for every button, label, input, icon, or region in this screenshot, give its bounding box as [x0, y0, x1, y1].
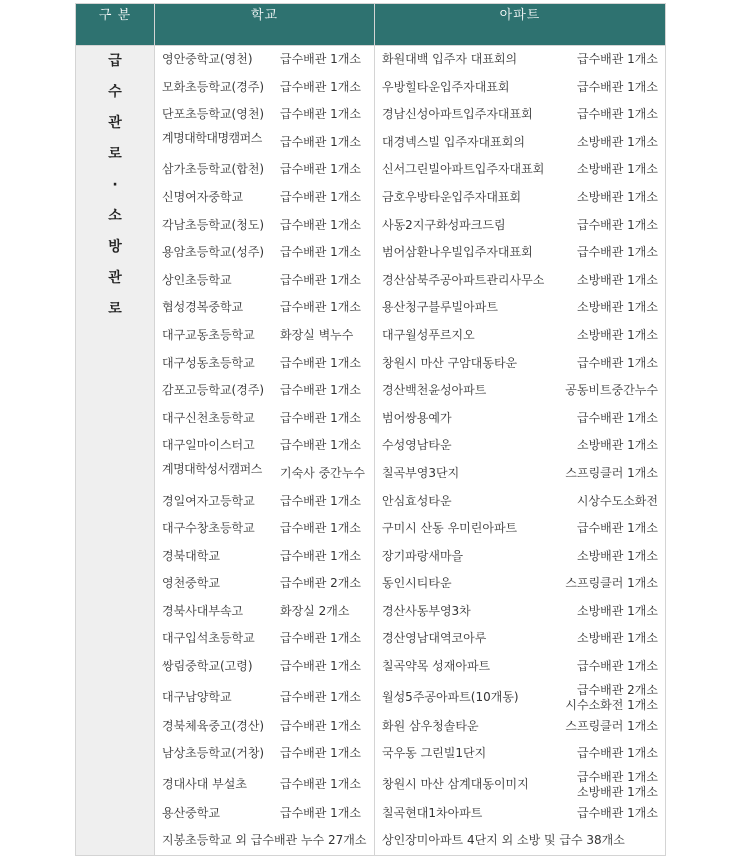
- school-name: 용암초등학교(성주): [162, 245, 265, 260]
- school-repair: 급수배관 1개소: [280, 548, 362, 563]
- apt-name: 범어삼환나우빌입주자대표회: [382, 245, 533, 260]
- apt-row: [375, 681, 665, 713]
- school-row: [155, 432, 374, 460]
- school-name: 경북대학교: [162, 548, 220, 563]
- school-row: [155, 653, 374, 681]
- school-name: 계명대학성서캠퍼스: [162, 461, 262, 476]
- school-name: 지봉초등학교 외 급수배관 누수 27개소: [162, 833, 367, 848]
- apt-repair: 소방배관 1개소: [576, 631, 658, 646]
- school-repair: 급수배관 1개소: [280, 746, 362, 761]
- school-row: [155, 322, 374, 350]
- apt-name: 수성영남타운: [382, 438, 452, 453]
- apt-repair: 급수배관 1개소: [576, 79, 658, 94]
- apt-name: 신서그린빌아파트입주자대표회: [382, 162, 545, 177]
- repair-table: [75, 3, 666, 856]
- apt-repair: 급수배관 1개소: [576, 521, 658, 536]
- school-row: [155, 156, 374, 184]
- school-repair: 급수배관 1개소: [280, 689, 362, 704]
- apt-repair: 소방배관 1개소: [576, 327, 658, 342]
- school-repair: 급수배관 1개소: [280, 272, 362, 287]
- apt-name: 경산영남대역코아루: [382, 631, 487, 646]
- apt-row: [375, 598, 665, 626]
- apt-repair: 급수배관 2개소: [576, 682, 658, 697]
- school-name: 대구수창초등학교: [162, 521, 255, 536]
- apt-row: [375, 377, 665, 405]
- apt-row: [375, 515, 665, 543]
- apt-repair: 소방배관 1개소: [576, 300, 658, 315]
- school-row: [155, 46, 374, 74]
- school-repair: 급수배관 1개소: [280, 521, 362, 536]
- category-char: 방: [108, 239, 122, 255]
- apt-name: 경산백천윤성아파트: [382, 383, 487, 398]
- school-row: [155, 460, 374, 488]
- apt-name: 구미시 산동 우미린아파트: [382, 521, 518, 536]
- apt-list: [375, 46, 665, 855]
- school-row: [155, 294, 374, 322]
- apt-repair: 소방배관 1개소: [576, 603, 658, 618]
- school-row: [155, 681, 374, 713]
- school-repair: 급수배관 1개소: [280, 438, 362, 453]
- school-name: 상인초등학교: [162, 272, 232, 287]
- apt-repair: 소방배관 1개소: [576, 548, 658, 563]
- apt-row: [375, 46, 665, 74]
- apt-row: [375, 184, 665, 212]
- school-repair: 화장실 2개소: [280, 603, 350, 618]
- apt-name: 대구월성푸르지오: [382, 327, 475, 342]
- apt-name: 경산삼북주공아파트관리사무소: [382, 272, 545, 287]
- apt-repair: 소방배관 1개소: [576, 189, 658, 204]
- apt-row: [375, 625, 665, 653]
- apt-name: 대경넥스빌 입주자대표회의: [382, 134, 525, 149]
- category-char: 수: [108, 84, 122, 100]
- apt-row: [375, 405, 665, 433]
- apt-repair: 스프링클러 1개소: [565, 465, 658, 480]
- apt-name: 사동2지구화성파크드림: [382, 217, 506, 232]
- school-repair: 급수배관 1개소: [280, 718, 362, 733]
- apt-repair: 소방배관 1개소: [576, 162, 658, 177]
- apt-repair: 공동비트중간누수: [565, 383, 658, 398]
- school-name: 대구남양학교: [162, 689, 232, 704]
- apt-repair: 소방배관 1개소: [576, 134, 658, 149]
- apt-row: [375, 488, 665, 516]
- category-char: ·: [112, 177, 118, 193]
- apt-repair: 급수배관 1개소: [576, 217, 658, 232]
- apt-repair: 급수배관 1개소: [576, 805, 658, 820]
- school-row: [155, 239, 374, 267]
- school-repair: 화장실 벽누수: [280, 327, 354, 342]
- school-repair: 급수배관 1개소: [280, 631, 362, 646]
- apt-name: 화원대백 입주자 대표회의: [382, 52, 518, 66]
- school-name: 쌍림중학교(고령): [162, 659, 253, 674]
- school-name: 대구성동초등학교: [162, 355, 255, 370]
- school-repair: 급수배관 1개소: [280, 52, 362, 66]
- header-gubun: 구 분: [76, 4, 155, 46]
- category-char: 로: [108, 301, 122, 317]
- school-row: [155, 598, 374, 626]
- apt-repair: 스프링클러 1개소: [565, 718, 658, 733]
- body-row: [76, 46, 666, 856]
- school-column: [155, 46, 375, 856]
- category-char: 급: [108, 53, 122, 69]
- school-row: [155, 740, 374, 768]
- apt-row: [375, 800, 665, 828]
- school-name: 단포초등학교(영천): [162, 107, 265, 122]
- school-name: 대구일마이스터고: [162, 438, 255, 453]
- apt-name: 우방힐타운입주자대표회: [382, 79, 510, 94]
- school-name: 대구신천초등학교: [162, 410, 255, 425]
- apt-row: [375, 460, 665, 488]
- apt-repair: 급수배관 1개소: [576, 245, 658, 260]
- apt-name: 월성5주공아파트(10개동): [382, 689, 519, 704]
- apt-name: 안심효성타운: [382, 493, 452, 508]
- apt-row: [375, 129, 665, 157]
- apt-name: 국우동 그린빌1단지: [382, 746, 487, 761]
- apt-name: 화원 삼우청솔타운: [382, 718, 479, 733]
- apt-repair: 급수배관 1개소: [576, 52, 658, 66]
- school-name: 대구교동초등학교: [162, 327, 255, 342]
- school-name: 경북체육중고(경산): [162, 718, 265, 733]
- school-row: [155, 713, 374, 741]
- apt-name: 창원시 마산 구암대동타운: [382, 355, 518, 370]
- school-row: [155, 350, 374, 378]
- apt-name: 칠곡약목 성재아파트: [382, 659, 491, 674]
- school-repair: 급수배관 1개소: [280, 410, 362, 425]
- apt-repair: 스프링클러 1개소: [565, 576, 658, 591]
- apt-repair: 급수배관 1개소: [576, 659, 658, 674]
- apt-name: 칠곡현대1차아파트: [382, 805, 483, 820]
- apt-repair: 소방배관 1개소: [576, 272, 658, 287]
- apt-row: [375, 432, 665, 460]
- school-name: 감포고등학교(경주): [162, 383, 265, 398]
- apt-repair-2: 시수소화전 1개소: [565, 697, 658, 712]
- school-repair: 급수배관 1개소: [280, 776, 362, 791]
- school-name: 계명대학대명캠퍼스: [162, 130, 262, 145]
- apt-name: 경산사동부영3차: [382, 603, 471, 618]
- apt-repair: 시상수도소화전: [576, 493, 658, 508]
- school-name: 경대사대 부설초: [162, 776, 247, 791]
- school-name: 삼가초등학교(합천): [162, 162, 265, 177]
- apt-row: [375, 322, 665, 350]
- apt-row: [375, 239, 665, 267]
- school-name: 대구입석초등학교: [162, 631, 255, 646]
- apt-row: [375, 570, 665, 598]
- school-repair: 급수배관 1개소: [280, 493, 362, 508]
- apt-repair: 급수배관 1개소: [576, 746, 658, 761]
- apt-name: 경남신성아파트입주자대표회: [382, 107, 533, 122]
- school-name: 영안중학교(영천): [162, 52, 253, 66]
- school-row: [155, 570, 374, 598]
- category-char: 소: [108, 208, 122, 224]
- school-row: [155, 129, 374, 157]
- apt-repair: 급수배관 1개소: [576, 769, 658, 784]
- school-repair: 급수배관 1개소: [280, 245, 362, 260]
- apt-row: [375, 827, 665, 855]
- school-name: 영천중학교: [162, 576, 220, 591]
- apt-row: [375, 294, 665, 322]
- apt-name: 용산청구블루빌아파트: [382, 300, 498, 315]
- school-row: [155, 543, 374, 571]
- header-row: [76, 4, 666, 46]
- school-row: [155, 405, 374, 433]
- school-row: [155, 515, 374, 543]
- school-row: [155, 212, 374, 240]
- apt-row: [375, 156, 665, 184]
- school-name: 신명여자중학교: [162, 189, 244, 204]
- school-name: 경북사대부속고: [162, 603, 244, 618]
- school-repair: 급수배관 1개소: [280, 189, 362, 204]
- school-row: [155, 74, 374, 102]
- header-school: 학교: [155, 4, 375, 46]
- school-row: [155, 800, 374, 828]
- school-row: [155, 488, 374, 516]
- school-repair: 급수배관 1개소: [280, 107, 362, 122]
- school-repair: 급수배관 1개소: [280, 300, 362, 315]
- school-repair: 급수배관 1개소: [280, 162, 362, 177]
- apt-name: 장기파랑새마을: [382, 548, 464, 563]
- school-repair: 급수배관 1개소: [280, 659, 362, 674]
- school-repair: 기숙사 중간누수: [280, 465, 365, 480]
- apt-row: [375, 212, 665, 240]
- apt-row: [375, 350, 665, 378]
- apt-name: 칠곡부영3단지: [382, 465, 460, 480]
- school-row: [155, 768, 374, 800]
- school-row: [155, 184, 374, 212]
- apt-row: [375, 543, 665, 571]
- school-row: [155, 827, 374, 855]
- school-name: 경일여자고등학교: [162, 493, 255, 508]
- school-name: 협성경복중학교: [162, 300, 244, 315]
- school-list: [155, 46, 374, 855]
- school-name: 모화초등학교(경주): [162, 79, 265, 94]
- apt-name: 창원시 마산 삼계대동이미지: [382, 776, 529, 791]
- apt-repair: 급수배관 1개소: [576, 410, 658, 425]
- school-repair: 급수배관 1개소: [280, 805, 362, 820]
- apt-name: 범어쌍용예가: [382, 410, 452, 425]
- apt-row: [375, 713, 665, 741]
- school-repair: 급수배관 1개소: [280, 217, 362, 232]
- apt-row: [375, 653, 665, 681]
- category-char: 관: [108, 270, 122, 286]
- school-name: 남상초등학교(거창): [162, 746, 265, 761]
- school-row: [155, 101, 374, 129]
- school-row: [155, 267, 374, 295]
- school-repair: 급수배관 1개소: [280, 79, 362, 94]
- apt-name: 동인시티타운: [382, 576, 452, 591]
- apt-repair-2: 소방배관 1개소: [576, 784, 658, 799]
- school-repair: 급수배관 2개소: [280, 576, 362, 591]
- apt-repair: 급수배관 1개소: [576, 107, 658, 122]
- school-repair: 급수배관 1개소: [280, 355, 362, 370]
- apt-repair: 급수배관 1개소: [576, 355, 658, 370]
- category-char: 로: [108, 146, 122, 162]
- apt-row: [375, 101, 665, 129]
- apt-row: [375, 768, 665, 800]
- apt-row: [375, 267, 665, 295]
- apt-repair: 소방배관 1개소: [576, 438, 658, 453]
- category-char: 관: [108, 115, 122, 131]
- school-name: 용산중학교: [162, 805, 220, 820]
- apt-row: [375, 740, 665, 768]
- school-row: [155, 625, 374, 653]
- school-repair: 급수배관 1개소: [280, 383, 362, 398]
- school-name: 각남초등학교(청도): [162, 217, 265, 232]
- school-repair: 급수배관 1개소: [280, 134, 362, 149]
- school-row: [155, 377, 374, 405]
- category-label: [76, 46, 154, 325]
- apt-name: 금호우방타운입주자대표회: [382, 189, 522, 204]
- apt-name: 상인장미아파트 4단지 외 소방 및 급수 38개소: [382, 833, 625, 848]
- header-apt: 아파트: [375, 4, 666, 46]
- apt-row: [375, 74, 665, 102]
- category-cell: [76, 46, 155, 856]
- apt-column: [375, 46, 666, 856]
